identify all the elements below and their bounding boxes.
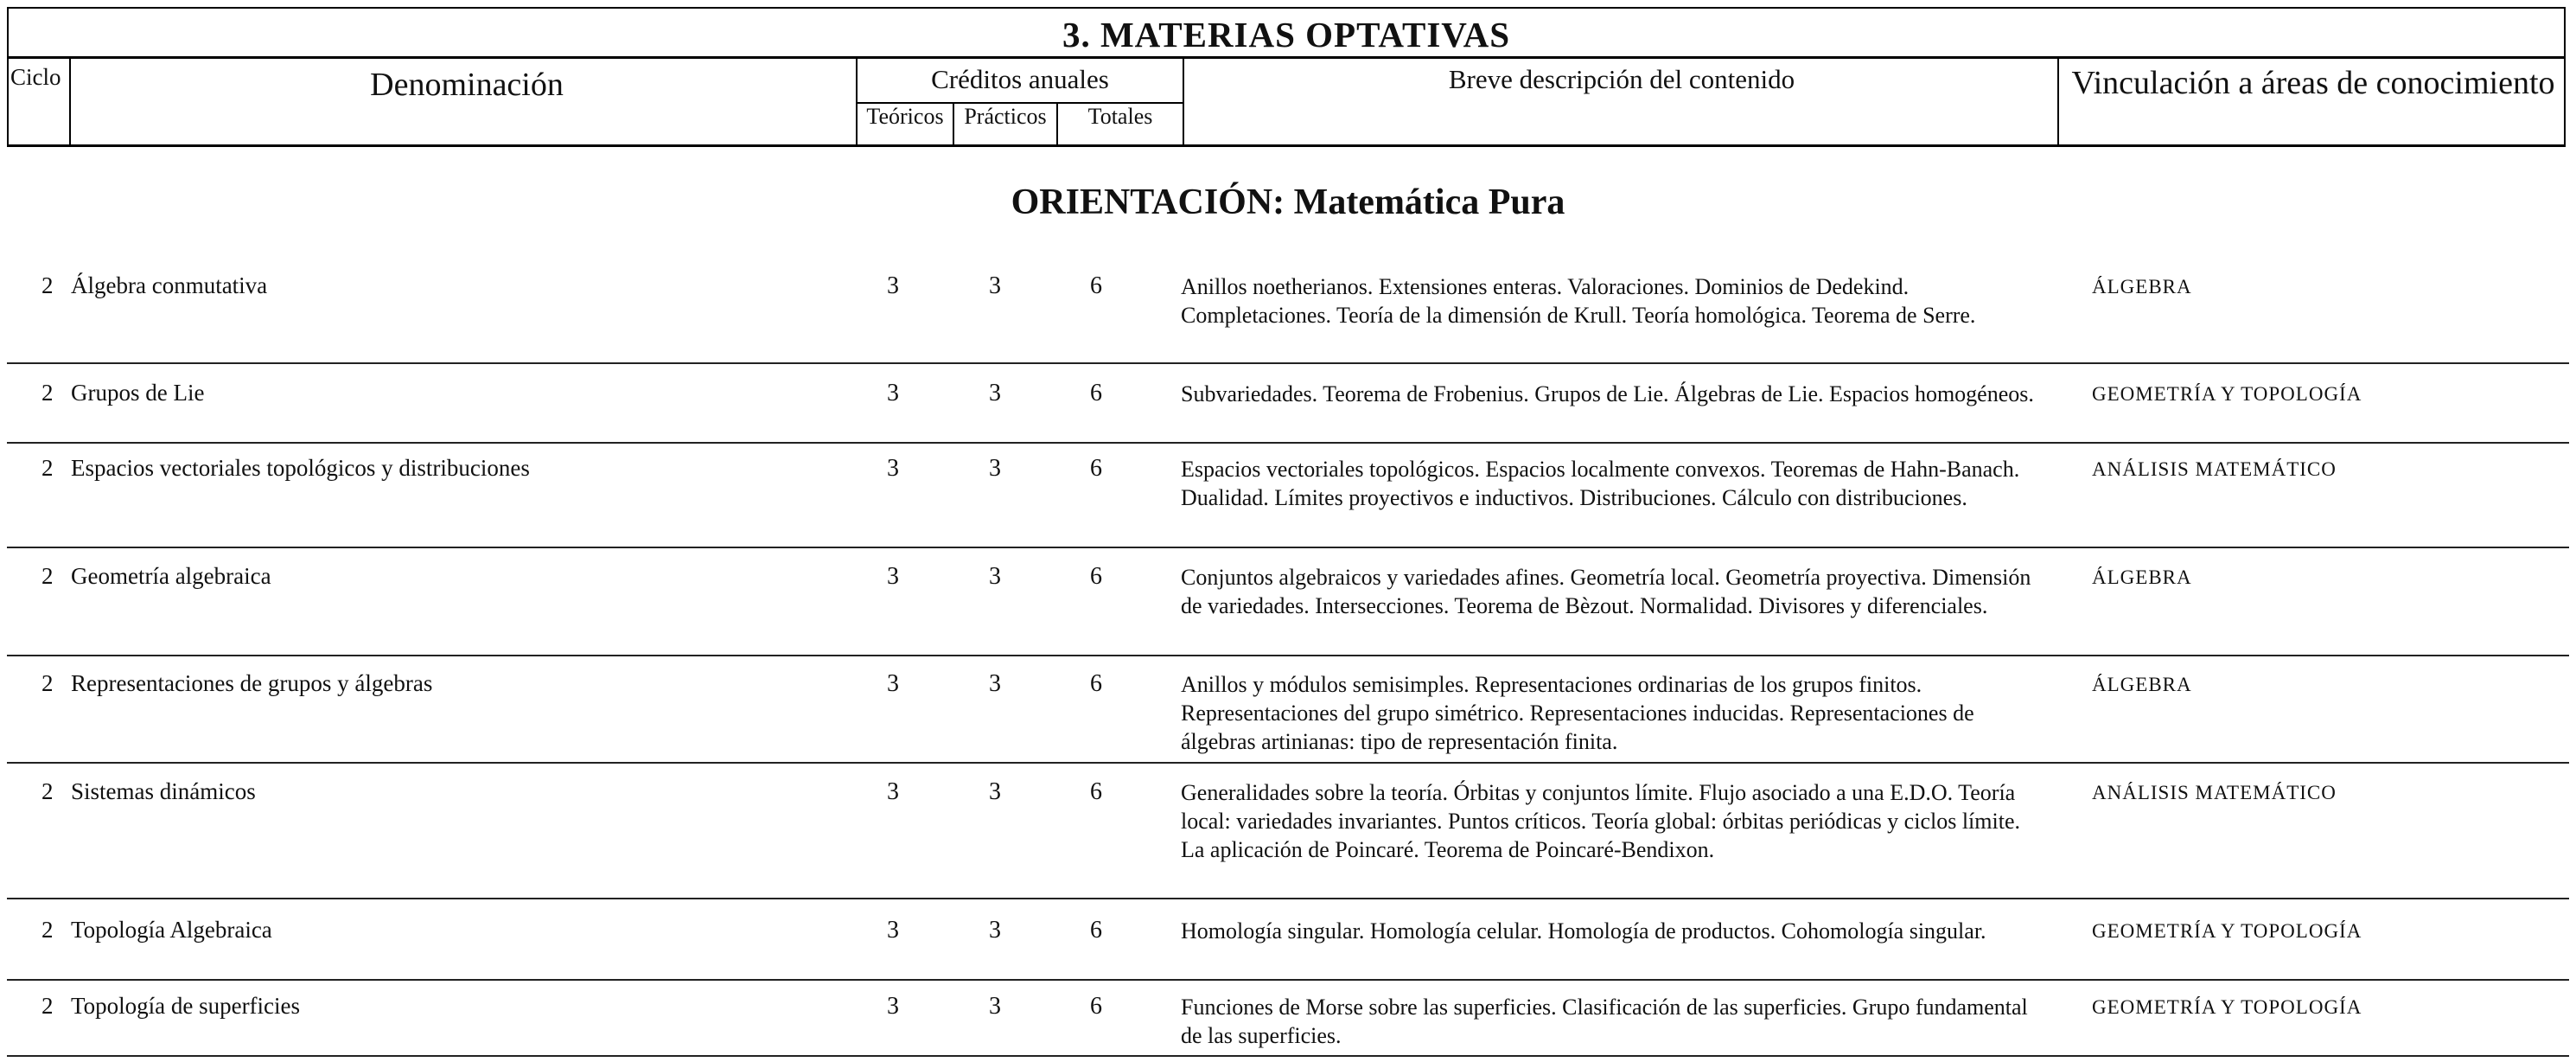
page-title: 3. MATERIAS OPTATIVAS (1062, 15, 1511, 54)
table-row (0, 778, 2576, 899)
header-totales: Totales (1087, 104, 1153, 129)
row-ciclo: 2 (41, 563, 54, 589)
row-denominacion: Grupos de Lie (71, 380, 205, 406)
row-descripcion: Espacios vectoriales topológicos. Espacios localmente convexos. Teoremas de Hahn-Banach. Dualidad. Límites proyectivos e inductivos. Distribuciones. Cálculo con distribuciones. (1181, 457, 2020, 510)
row-divider (7, 898, 2569, 899)
row-practicos: 3 (989, 272, 1001, 299)
row-descripcion: Anillos noetherianos. Extensiones enteras. Valoraciones. Dominios de Dedekind. Completaciones. Teoría de la dimensión de Krull. Teoría homológica. Teorema de Serre. (1181, 274, 1976, 328)
table-row (0, 272, 2576, 364)
row-area: ANÁLISIS MATEMÁTICO (2092, 458, 2337, 480)
row-denominacion: Sistemas dinámicos (71, 778, 256, 804)
row-totales: 6 (1090, 272, 1102, 299)
row-totales: 6 (1090, 993, 1102, 1020)
header-denominacion: Denominación (370, 67, 564, 103)
table-row (0, 380, 2576, 444)
row-practicos: 3 (989, 778, 1001, 805)
row-descripcion: Homología singular. Homología celular. Homología de productos. Cohomología singular. (1181, 918, 1986, 944)
title-box (7, 7, 2566, 59)
row-denominacion: Topología Algebraica (71, 917, 272, 943)
row-totales: 6 (1090, 455, 1102, 482)
row-area: ÁLGEBRA (2092, 674, 2192, 695)
row-teoricos: 3 (887, 272, 899, 299)
row-divider (7, 979, 2569, 981)
row-denominacion: Espacios vectoriales topológicos y distribuciones (71, 455, 530, 481)
row-divider (7, 655, 2569, 656)
row-ciclo: 2 (41, 380, 54, 406)
row-ciclo: 2 (41, 993, 54, 1019)
row-teoricos: 3 (887, 917, 899, 944)
row-area: ANÁLISIS MATEMÁTICO (2092, 782, 2337, 803)
header-descripcion: Breve descripción del contenido (1448, 64, 1795, 94)
column-header-box (7, 57, 2566, 147)
row-descripcion: Funciones de Morse sobre las superficies. Clasificación de las superficies. Grupo fundamental de las superficies. (1181, 995, 2028, 1048)
row-descripcion: Subvariedades. Teorema de Frobenius. Grupos de Lie. Álgebras de Lie. Espacios homogéneos. (1181, 381, 2034, 406)
row-teoricos: 3 (887, 670, 899, 697)
row-denominacion: Álgebra conmutativa (71, 272, 268, 298)
row-area: GEOMETRÍA Y TOPOLOGÍA (2092, 920, 2362, 942)
row-divider (7, 362, 2569, 364)
row-ciclo: 2 (41, 778, 54, 804)
header-vinculacion: Vinculación a áreas de conocimiento (2071, 65, 2555, 101)
table-row (0, 993, 2576, 1057)
row-teoricos: 3 (887, 563, 899, 590)
orientation-heading: ORIENTACIÓN: Matemática Pura (1011, 182, 1565, 222)
row-practicos: 3 (989, 455, 1001, 482)
row-denominacion: Topología de superficies (71, 993, 301, 1019)
row-divider (7, 547, 2569, 548)
table-row (0, 917, 2576, 981)
row-totales: 6 (1090, 380, 1102, 406)
row-denominacion: Representaciones de grupos y álgebras (71, 670, 433, 696)
header-creditos: Créditos anuales (931, 64, 1109, 94)
header-ciclo: Ciclo (10, 64, 61, 90)
row-teoricos: 3 (887, 993, 899, 1020)
header-teoricos: Teóricos (866, 104, 944, 129)
row-practicos: 3 (989, 917, 1001, 944)
row-denominacion: Geometría algebraica (71, 563, 271, 589)
row-totales: 6 (1090, 670, 1102, 697)
row-divider (7, 762, 2569, 764)
row-teoricos: 3 (887, 778, 899, 805)
row-totales: 6 (1090, 778, 1102, 805)
row-descripcion: Anillos y módulos semisimples. Representaciones ordinarias de los grupos finitos. Representaciones del grupo simétrico. Representaciones inducidas. Representaciones de álgebras artinianas: tipo de representación finita. (1181, 672, 1974, 754)
row-ciclo: 2 (41, 917, 54, 943)
row-teoricos: 3 (887, 380, 899, 406)
row-practicos: 3 (989, 380, 1001, 406)
row-teoricos: 3 (887, 455, 899, 482)
row-divider (7, 1055, 2569, 1057)
row-totales: 6 (1090, 563, 1102, 590)
row-area: GEOMETRÍA Y TOPOLOGÍA (2092, 996, 2362, 1018)
row-descripcion: Generalidades sobre la teoría. Órbitas y conjuntos límite. Flujo asociado a una E.D.O. Teoría local: variedades invariantes. Puntos críticos. Teoría global: órbitas periódicas y ciclos límite. La aplicación de Poincaré. Teorema de Poincaré-Bendixon. (1181, 780, 2020, 862)
row-area: ÁLGEBRA (2092, 566, 2192, 588)
header-practicos: Prácticos (964, 104, 1047, 129)
row-divider (7, 442, 2569, 444)
row-totales: 6 (1090, 917, 1102, 944)
table-row (0, 670, 2576, 764)
table-row (0, 563, 2576, 656)
row-ciclo: 2 (41, 455, 54, 481)
table-row (0, 455, 2576, 548)
row-area: GEOMETRÍA Y TOPOLOGÍA (2092, 383, 2362, 405)
row-area: ÁLGEBRA (2092, 276, 2192, 297)
row-ciclo: 2 (41, 670, 54, 696)
row-descripcion: Conjuntos algebraicos y variedades afines. Geometría local. Geometría proyectiva. Dimensión de variedades. Intersecciones. Teorema de Bèzout. Normalidad. Divisores y diferenciales. (1181, 565, 2031, 618)
row-practicos: 3 (989, 563, 1001, 590)
row-practicos: 3 (989, 993, 1001, 1020)
row-ciclo: 2 (41, 272, 54, 298)
row-practicos: 3 (989, 670, 1001, 697)
